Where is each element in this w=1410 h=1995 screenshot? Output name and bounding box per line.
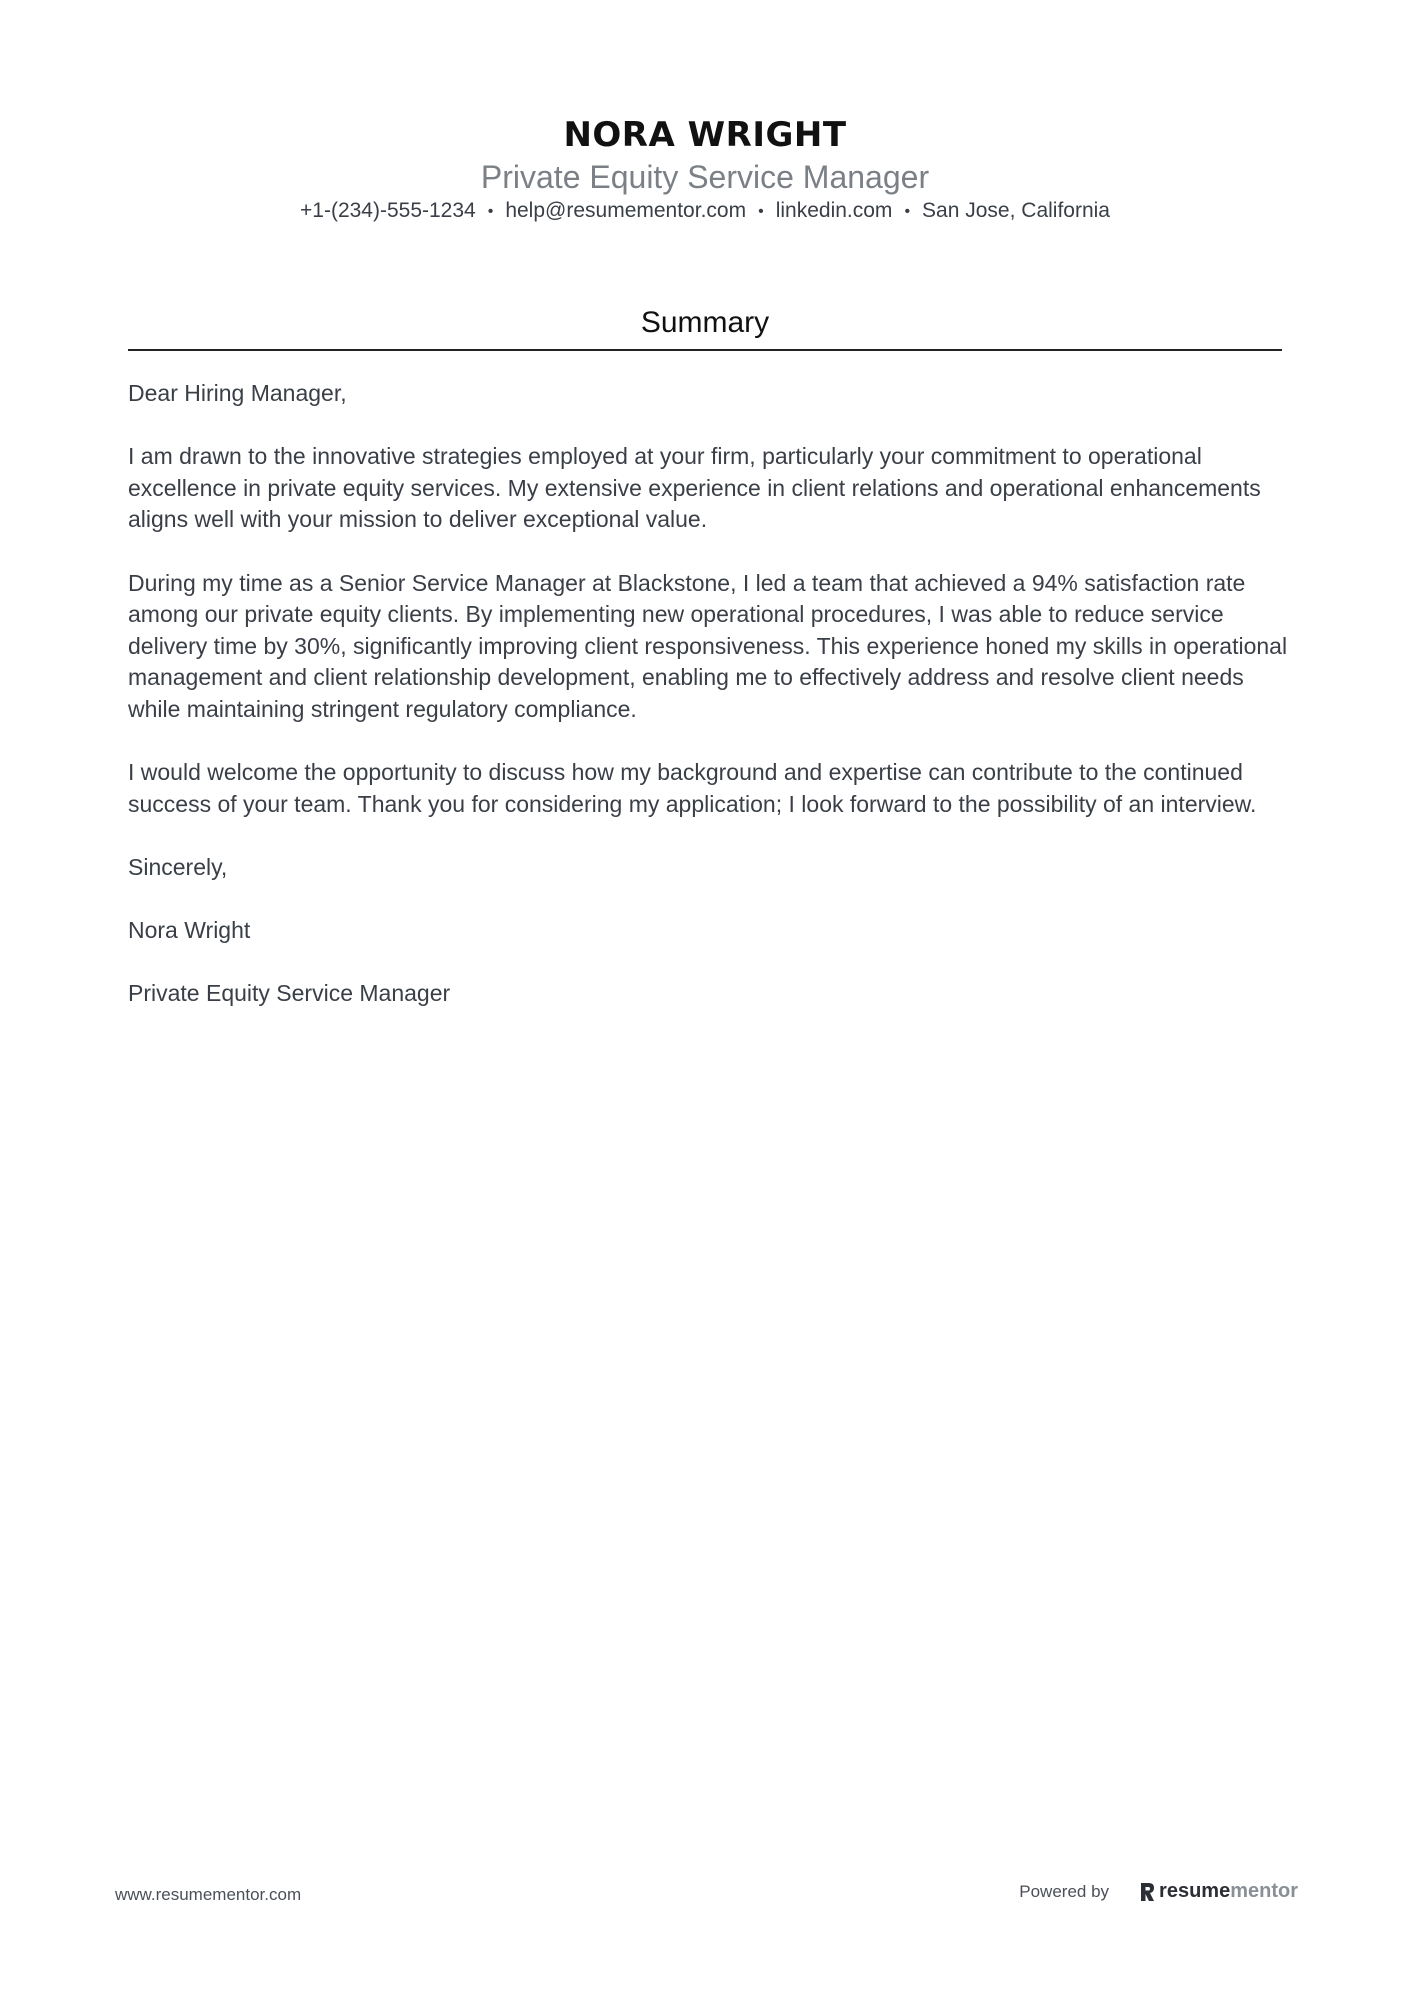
footer-website: www.resumementor.com xyxy=(115,1885,302,1904)
letter-body xyxy=(128,378,1288,1041)
brand-text-mentor: mentor xyxy=(1230,1880,1298,1902)
closing: Sincerely, xyxy=(128,853,228,880)
powered-by-label: Powered by xyxy=(1019,1881,1110,1901)
letter-paragraph: I am drawn to the innovative strategies employed at your firm, particularly your commitment to operational excellence in private equity services. My extensive experience in client relations and operational enhancements aligns well with your mission to deliver exceptional value. xyxy=(128,443,1261,533)
brand-logo xyxy=(1139,1880,1298,1903)
contact-line xyxy=(128,196,1282,228)
separator-dot: • xyxy=(758,203,764,220)
contact-location: San Jose, California xyxy=(922,199,1110,222)
brand-text-resume: resume xyxy=(1159,1880,1231,1902)
footer-powered-by xyxy=(1019,1880,1298,1903)
contact-linkedin: linkedin.com xyxy=(775,199,893,222)
separator-dot: • xyxy=(904,203,911,220)
resumementor-logo-icon xyxy=(1139,1882,1155,1902)
candidate-name: NORA WRIGHT xyxy=(563,115,847,155)
section-divider xyxy=(128,349,1282,351)
candidate-title: Private Equity Service Manager xyxy=(480,159,930,195)
signature-name: Nora Wright xyxy=(128,917,251,944)
section-title: Summary xyxy=(640,306,770,339)
contact-email: help@resumementor.com xyxy=(505,199,747,222)
header xyxy=(128,112,1282,228)
separator-dot: • xyxy=(487,203,494,220)
contact-phone: +1-(234)-555-1234 xyxy=(300,199,476,222)
letter-paragraph: I would welcome the opportunity to discuss how my background and expertise can contribute to the continued success of your team. Thank you for considering my application; I look forward to the possibility of an interview. xyxy=(128,759,1257,817)
signature-title: Private Equity Service Manager xyxy=(128,980,451,1007)
letter-paragraph: During my time as a Senior Service Manager at Blackstone, I led a team that achieved a 94% satisfaction rate among our private equity clients. By implementing new operational procedures, I was able to reduce service delivery time by 30%, significantly improving client responsiveness. This experience honed my skills in operational management and client relationship development, enabling me to effectively address and resolve client needs while maintaining stringent regulatory compliance. xyxy=(128,569,1288,722)
salutation: Dear Hiring Manager, xyxy=(128,380,347,406)
